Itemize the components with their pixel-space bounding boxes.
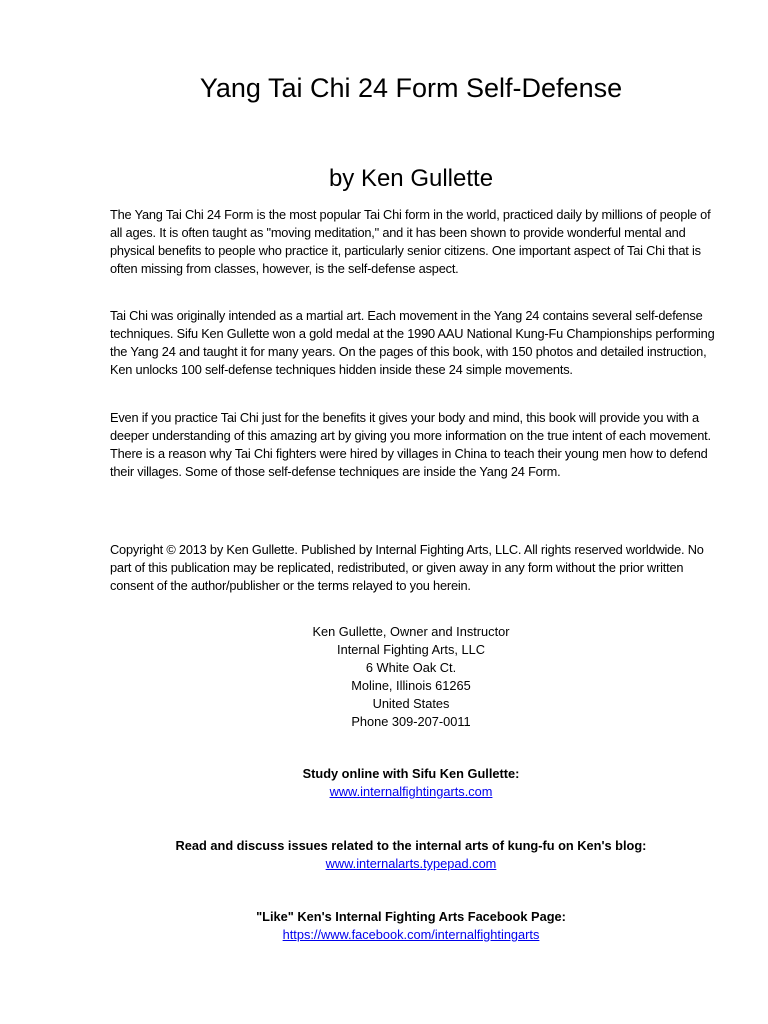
publisher-address	[110, 623, 712, 731]
address-owner: Ken Gullette, Owner and Instructor	[312, 624, 510, 639]
facebook-link[interactable]: https://www.facebook.com/internalfightingarts	[282, 927, 540, 942]
study-online-section	[110, 765, 712, 801]
study-link[interactable]: www.internalfightingarts.com	[329, 784, 493, 799]
benefits-paragraph: Even if you practice Tai Chi just for the benefits it gives your body and mind, this book will provide you with a deeper understanding of this amazing art by giving you more information on the true intent of each movement. There is a reason why Tai Chi fighters were hired by villages in China to teach their young men how to defend their villages. Some of those self-defense techniques are inside the Yang 24 Form.	[110, 410, 711, 479]
blog-heading: Read and discuss issues related to the internal arts of kung-fu on Ken's blog:	[175, 838, 647, 853]
blog-link[interactable]: www.internalarts.typepad.com	[325, 856, 497, 871]
intro-paragraph: The Yang Tai Chi 24 Form is the most popular Tai Chi form in the world, practiced daily by millions of people of all ages. It is often taught as "moving meditation," and it has been shown to provide wonderful mental and physical benefits to people who practice it, particularly senior citizens. One important aspect of Tai Chi that is often missing from classes, however, is the self-defense aspect.	[110, 207, 711, 276]
study-heading: Study online with Sifu Ken Gullette:	[302, 766, 520, 781]
blog-section	[110, 837, 712, 873]
address-street: 6 White Oak Ct.	[365, 660, 457, 675]
facebook-section	[110, 908, 712, 944]
author-byline: by Ken Gullette	[328, 165, 494, 192]
martial-art-paragraph: Tai Chi was originally intended as a martial art. Each movement in the Yang 24 contains several self-defense techniques. Sifu Ken Gullette won a gold medal at the 1990 AAU National Kung-Fu Championships performing the Yang 24 and taught it for many years. On the pages of this book, with 150 photos and detailed instruction, Ken unlocks 100 self-defense techniques hidden inside these 24 simple movements.	[110, 308, 715, 377]
address-country: United States	[372, 696, 450, 711]
address-city: Moline, Illinois 61265	[351, 678, 471, 693]
page-title: Yang Tai Chi 24 Form Self-Defense	[199, 73, 623, 103]
facebook-heading: "Like" Ken's Internal Fighting Arts Facebook Page:	[256, 909, 566, 924]
address-company: Internal Fighting Arts, LLC	[337, 642, 485, 657]
address-phone: Phone 309-207-0011	[351, 714, 471, 729]
copyright-notice: Copyright © 2013 by Ken Gullette. Published by Internal Fighting Arts, LLC. All rights reserved worldwide. No part of this publication may be replicated, redistributed, or given away in any form without the prior written consent of the author/publisher or the terms relayed to you herein.	[110, 542, 704, 593]
